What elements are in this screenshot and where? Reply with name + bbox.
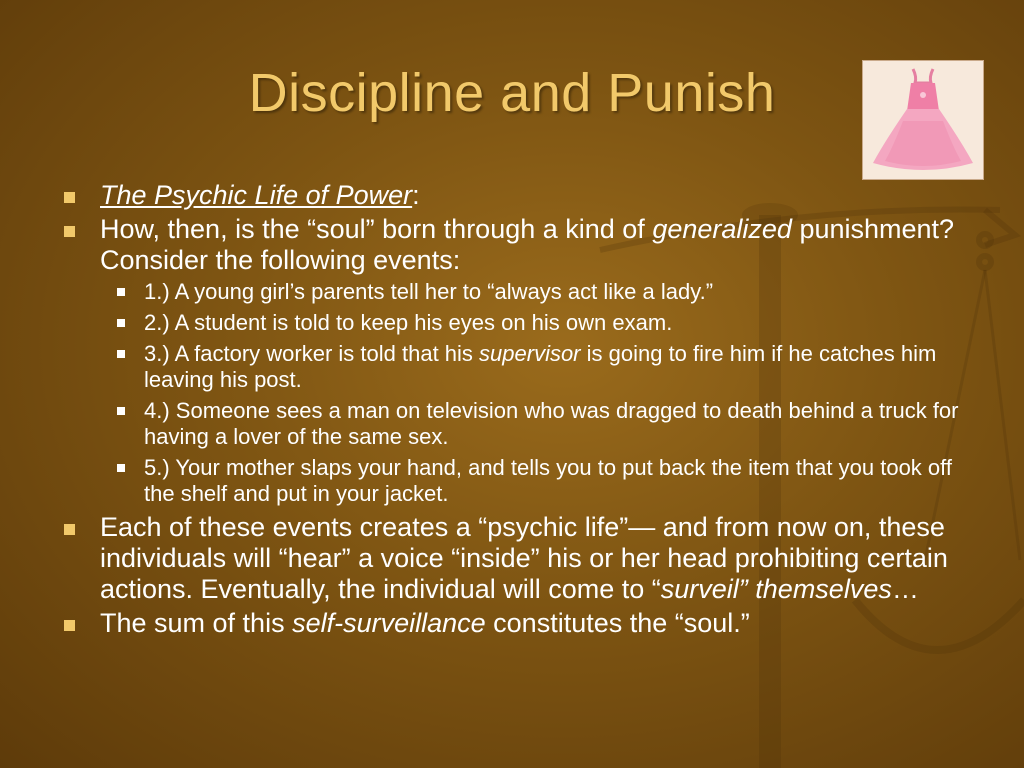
sub-bullet-item-text: is going to fire him if he catches him leaving his post.: [144, 341, 937, 392]
sub-bullet-item-text: 1.) A young girl’s parents tell her to “always act like a lady.”: [144, 279, 714, 304]
square-bullet-icon: [117, 288, 125, 296]
sub-bullet-item-text: 2.) A student is told to keep his eyes on his own exam.: [144, 310, 673, 335]
bullet-item-text: How, then, is the “soul” born through a kind of: [100, 214, 653, 244]
square-bullet-icon: [117, 350, 125, 358]
bullet-item: [62, 214, 962, 276]
bullet-item-text: self-surveillance: [292, 608, 486, 638]
square-bullet-icon: [117, 319, 125, 327]
closing-bullets: [62, 512, 962, 639]
bullet-item-text: …: [891, 574, 919, 604]
bullet-item-text: The Psychic Life of Power: [100, 180, 413, 210]
pink-dress-image: [862, 60, 984, 180]
bullet-item: [62, 180, 962, 211]
sub-bullet-item: [62, 341, 962, 393]
bullet-item-text: punishment? Consider the following events:: [100, 214, 955, 275]
bullet-item-text: constitutes the “soul.”: [485, 608, 750, 638]
square-bullet-icon: [117, 407, 125, 415]
bullet-item: [62, 512, 962, 605]
bullet-item-text: surveil” themselves: [660, 574, 892, 604]
sub-bullet-item: [62, 279, 962, 305]
slide-body: [62, 180, 962, 642]
sub-bullet-item: [62, 398, 962, 450]
sub-bullet-item-text: 5.) Your mother slaps your hand, and tells you to put back the item that you took off the shelf and put in your jacket.: [144, 455, 952, 506]
main-bullets: [62, 180, 962, 276]
bullet-item-text: The sum of this: [100, 608, 293, 638]
sub-bullet-item: [62, 310, 962, 336]
square-bullet-icon: [64, 620, 75, 631]
bullet-item-text: generalized: [652, 214, 792, 244]
bullet-item-text: :: [412, 180, 420, 210]
sub-bullet-item-text: 3.) A factory worker is told that his: [144, 341, 480, 366]
square-bullet-icon: [64, 192, 75, 203]
bullet-item: [62, 608, 962, 639]
sub-bullet-item-text: 4.) Someone sees a man on television who was dragged to death behind a truck for having a lover of the same sex.: [144, 398, 959, 449]
sub-bullet-item: [62, 455, 962, 507]
bullet-item-text: Each of these events creates a “psychic life”— and from now on, these individuals will “hear” a voice “inside” his or her head prohibiting certain actions. Eventually, the individual will come to “: [100, 512, 948, 604]
sub-bullets: [62, 279, 962, 507]
sub-bullet-item-text: supervisor: [479, 341, 581, 366]
square-bullet-icon: [117, 464, 125, 472]
square-bullet-icon: [64, 226, 75, 237]
square-bullet-icon: [64, 524, 75, 535]
slide-title: Discipline and Punish: [248, 63, 776, 123]
